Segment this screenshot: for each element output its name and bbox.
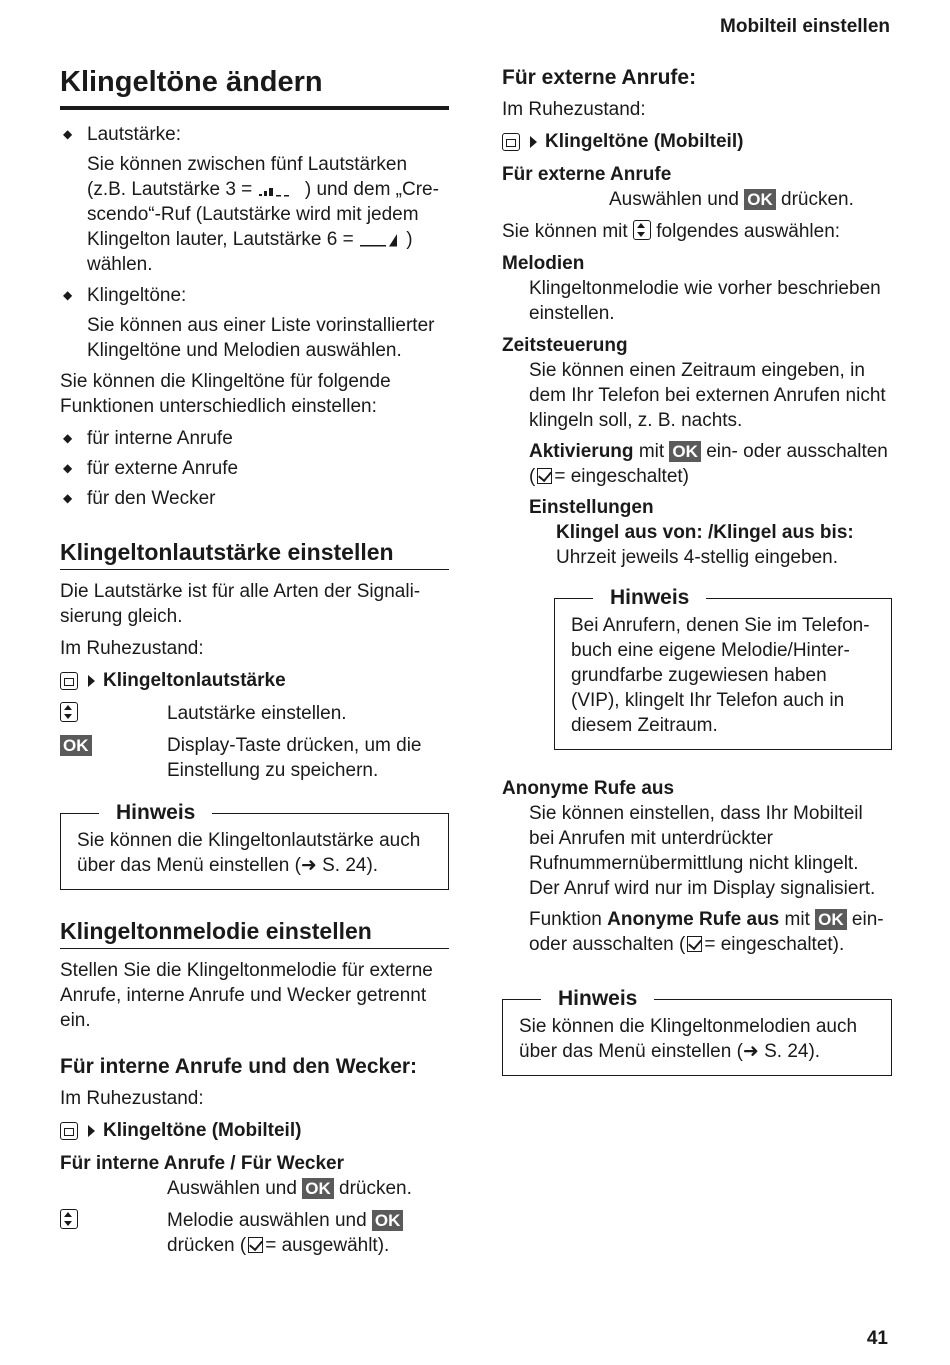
- running-header: Mobilteil einstellen: [720, 16, 890, 37]
- note-text: Sie können die Klingeltonlautstärke auch über das Menü einstellen (➜ S. 24).: [77, 830, 421, 876]
- zeitsteuerung-text: Sie können einen Zeitraum eingeben, in dem Ihr Telefon bei externen Anrufen nicht klingeln soll, z. B. nachts.: [529, 360, 886, 431]
- volume-section-heading: Klingeltonlautstärke einstellen: [60, 537, 449, 570]
- einstellungen-term: Einstellungen: [529, 497, 654, 518]
- note-text: Sie können die Klingeltonmelodien auch über das Menü einstellen (➜ S. 24).: [519, 1016, 858, 1062]
- ok-key-icon: OK: [744, 189, 776, 210]
- volume-description: Sie können zwischen fünf Lautstärken (z.B. Lautstärke 3 = ) und dem „Crescendo“-Ruf (Lautstärke wird mit jedem Klingelton lauter, Lautstärke 6 = ) wählen.: [87, 154, 439, 275]
- step-row: OK Display-Taste drücken, um die Einstellung zu speichern.: [60, 733, 449, 783]
- bullet-volume: ◆ Lautstärke:: [60, 122, 449, 147]
- left-column: [60, 64, 449, 1265]
- page-number: 41: [866, 1328, 888, 1349]
- ok-key-icon: OK: [815, 909, 847, 930]
- menu-path: Klingeltonlautstärke: [60, 668, 449, 693]
- melody-section-heading: Klingeltonmelodie einstellen: [60, 916, 449, 949]
- idle-state-label: Im Ruhezustand:: [60, 1088, 204, 1109]
- menu-path: Klingeltöne (Mobilteil): [60, 1118, 449, 1143]
- volume-section-text: Die Lautstärke ist für alle Arten der Signalisierung gleich.: [60, 581, 421, 627]
- idle-state-label: Im Ruhezustand:: [60, 638, 204, 659]
- ok-key-icon: OK: [302, 1178, 334, 1199]
- note-text: Bei Anrufern, denen Sie im Telefonbuch eine eigene Melodie/Hintergrundfarbe zugewiesen haben (VIP), klingelt Ihr Telefon auch in diesem Zeitraum.: [571, 615, 870, 736]
- function-item: ◆ für interne Anrufe: [60, 426, 449, 451]
- menu-key-icon: [60, 672, 78, 690]
- menu-key-icon: [60, 1122, 78, 1140]
- anonym-term: Anonyme Rufe aus: [502, 778, 675, 799]
- ok-key-icon: OK: [372, 1210, 404, 1231]
- function-item: ◆ für den Wecker: [60, 486, 449, 511]
- funktion-line: Funktion Anonyme Rufe aus mit OK ein- oder ausschalten ( = eingeschaltet).: [529, 909, 884, 955]
- arrow-right-icon: [88, 675, 95, 687]
- note-title: Hinweis: [541, 986, 654, 1012]
- menu-key-icon: [502, 133, 520, 151]
- function-item: ◆ für externe Anrufe: [60, 456, 449, 481]
- checkbox-checked-icon: [248, 1237, 263, 1253]
- option-title: Für interne Anrufe / Für Wecker: [60, 1153, 344, 1174]
- melody-section-text: Stellen Sie die Klingeltonmelodie für externe Anrufe, interne Anrufe und Wecker getrennt ein.: [60, 960, 433, 1031]
- melodien-text: Klingeltonmelodie wie vorher beschrieben einstellen.: [529, 278, 881, 324]
- bullet-tones: ◆ Klingeltöne:: [60, 283, 449, 308]
- menu-path: Klingeltöne (Mobilteil): [502, 129, 892, 154]
- step-row: Lautstärke einstellen.: [60, 701, 449, 726]
- note-box: [502, 987, 892, 1076]
- page-title: Klingeltöne ändern: [60, 64, 449, 110]
- melodien-term: Melodien: [502, 253, 585, 274]
- ok-key-icon: OK: [60, 735, 92, 756]
- arrow-right-icon: [88, 1125, 95, 1137]
- select-instruction: Auswählen und OK drücken.: [609, 189, 854, 210]
- note-title: Hinweis: [99, 800, 212, 826]
- functions-intro: Sie können die Klingeltöne für folgende Funktionen unterschiedlich einstellen:: [60, 371, 391, 417]
- control-key-icon: [60, 1209, 78, 1229]
- choose-instruction: Sie können mit folgendes auswählen:: [502, 221, 841, 242]
- arrow-right-icon: [530, 136, 537, 148]
- zeitsteuerung-term: Zeitsteuerung: [502, 335, 628, 356]
- note-title: Hinweis: [593, 585, 706, 611]
- klingel-text: Uhrzeit jeweils 4-stellig eingeben.: [556, 547, 838, 568]
- note-box: [60, 801, 449, 890]
- step-row: Melodie auswählen und OK drücken ( = ausgewählt).: [60, 1208, 449, 1258]
- internal-calls-heading: Für interne Anrufe und den Wecker:: [60, 1055, 418, 1078]
- checkbox-checked-icon: [537, 468, 552, 484]
- checkbox-checked-icon: [687, 936, 702, 952]
- right-column: [502, 64, 892, 1094]
- control-key-icon: [60, 702, 78, 722]
- idle-state-label: Im Ruhezustand:: [502, 99, 646, 120]
- external-calls-heading: Für externe Anrufe:: [502, 66, 697, 89]
- note-box: [554, 586, 892, 750]
- control-key-icon: [633, 220, 651, 240]
- select-instruction: Auswählen und OK drücken.: [167, 1178, 412, 1199]
- tones-description: Sie können aus einer Liste vorinstallierter Klingeltöne und Melodien auswählen.: [87, 315, 435, 361]
- anonym-text: Sie können einstellen, dass Ihr Mobilteil bei Anrufen mit unterdrückter Rufnummernübermittlung nicht klingelt. Der Anruf wird nur im Display signalisiert.: [529, 803, 876, 899]
- volume-level-6-icon: [359, 233, 401, 247]
- aktivierung-line: Aktivierung mit OK ein- oder ausschalten ( = eingeschaltet): [529, 441, 888, 487]
- volume-level-3-icon: [258, 183, 300, 197]
- ok-key-icon: OK: [669, 441, 701, 462]
- option-title: Für externe Anrufe: [502, 164, 672, 185]
- klingel-term: Klingel aus von: /Klingel aus bis:: [556, 522, 854, 543]
